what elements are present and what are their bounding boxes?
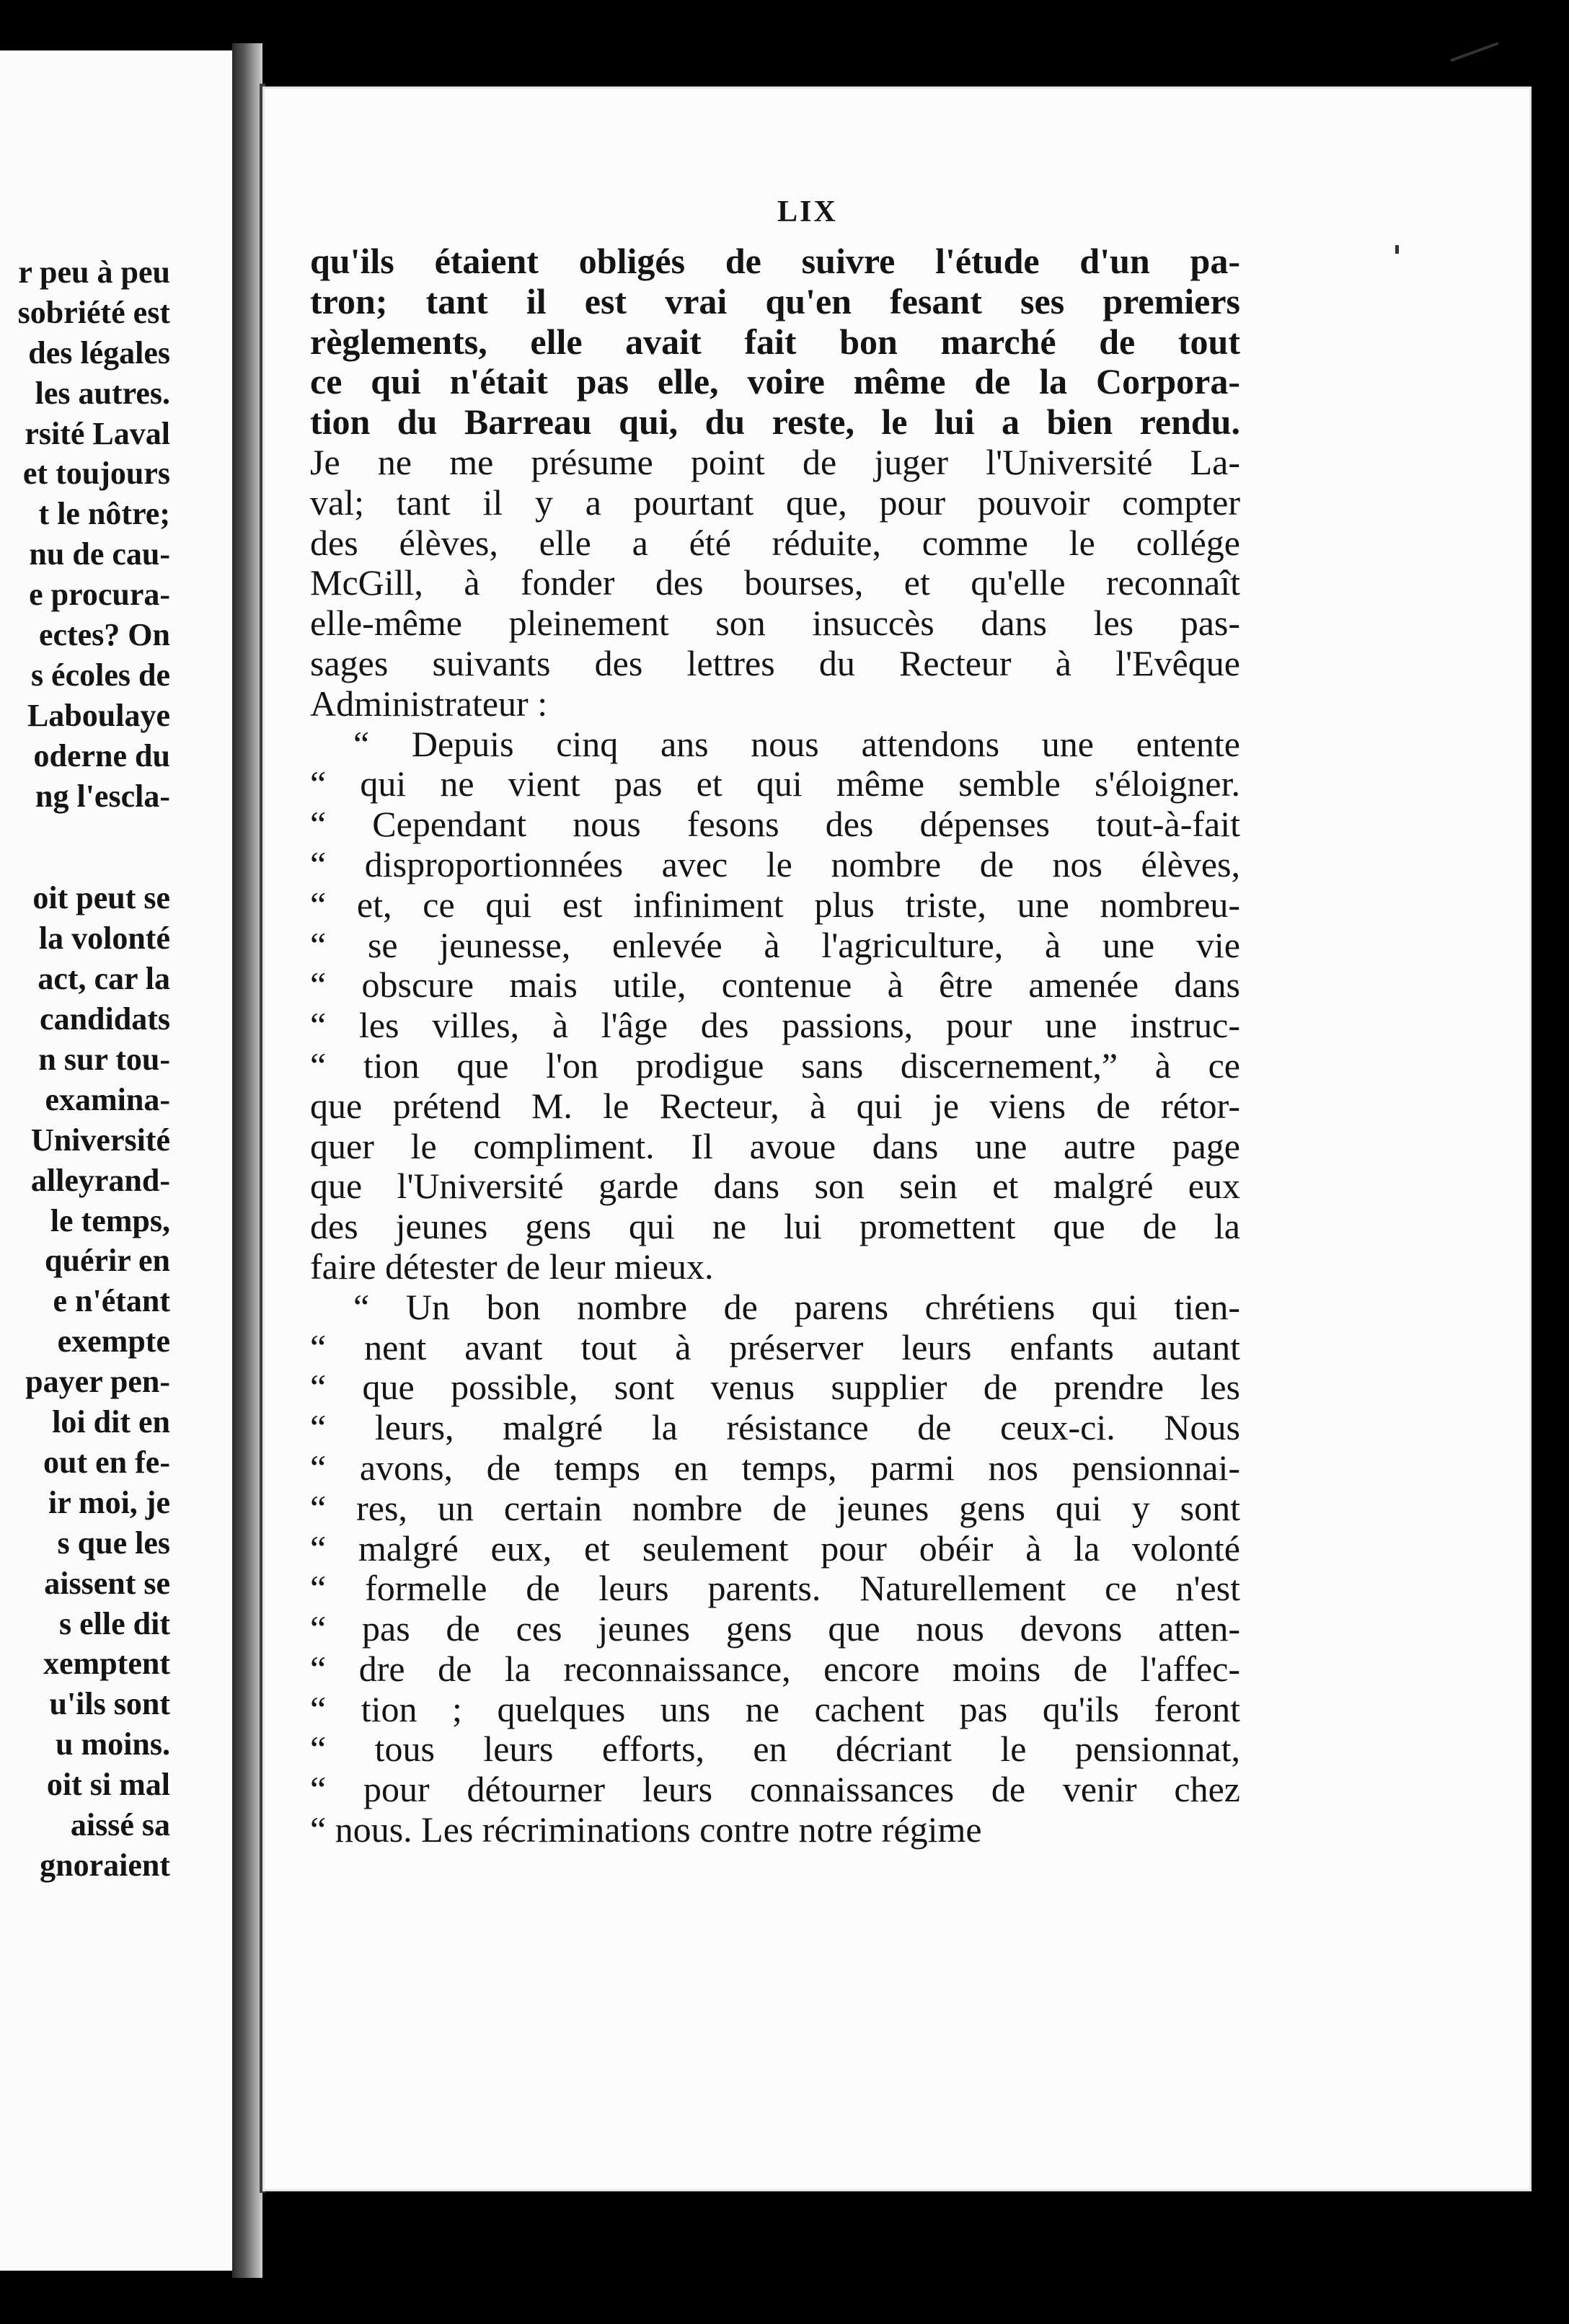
facing-page-line: les autres. — [35, 375, 170, 411]
facing-page-line: rsité Laval — [25, 415, 170, 451]
body-line: des jeunes gens qui ne lui promettent que de la — [310, 1206, 1240, 1247]
facing-page-line: gnoraient — [40, 1847, 170, 1883]
facing-page-text — [0, 252, 170, 1886]
facing-page-line: act, car la — [37, 961, 170, 997]
facing-page-line: candidats — [40, 1001, 170, 1037]
facing-page-line: u moins. — [56, 1726, 170, 1762]
facing-page-line: examina- — [45, 1081, 170, 1117]
body-line: “ qui ne vient pas et qui même semble s'éloigner. — [310, 763, 1240, 804]
facing-page-line: oderne du — [33, 737, 170, 773]
body-line: “ formelle de leurs parents. Naturellement ce n'est — [310, 1568, 1240, 1609]
body-line: “ pour détourner leurs connaissances de venir chez — [310, 1769, 1240, 1810]
body-line: “ Depuis cinq ans nous attendons une entente — [353, 723, 1240, 764]
body-line: “ res, un certain nombre de jeunes gens qui y sont — [310, 1487, 1240, 1528]
facing-page-line: e procura- — [29, 577, 170, 613]
body-line: que l'Université garde dans son sein et malgré eux — [310, 1166, 1240, 1207]
body-line: “ se jeunesse, enlevée à l'agriculture, à une vie — [310, 924, 1240, 965]
facing-page-line: aissé sa — [70, 1806, 170, 1842]
body-line: “ et, ce qui est infiniment plus triste, une nombreu- — [310, 884, 1240, 925]
body-line: règlements, elle avait fait bon marché de tout — [310, 321, 1240, 362]
body-line: des élèves, elle a été réduite, comme le collége — [310, 522, 1240, 563]
body-line: que prétend M. le Recteur, à qui je viens de rétor- — [310, 1085, 1240, 1126]
body-line: “ tion ; quelques uns ne cachent pas qu'ils feront — [310, 1688, 1240, 1729]
body-line: quer le compliment. Il avoue dans une autre page — [310, 1125, 1240, 1166]
facing-page-line: xemptent — [43, 1646, 170, 1682]
facing-page-line: u'ils sont — [49, 1686, 170, 1722]
body-line: val; tant il y a pourtant que, pour pouvoir compter — [310, 482, 1240, 523]
scan-mark — [1450, 42, 1498, 62]
facing-page-line: s que les — [57, 1525, 170, 1561]
facing-page-line: ectes? On — [38, 617, 170, 653]
facing-page-line: t le nôtre; — [38, 496, 170, 532]
body-line: Je ne me présume point de juger l'Université La- — [310, 441, 1240, 482]
facing-page-line: e n'étant — [53, 1283, 170, 1319]
body-line: Administrateur : — [310, 683, 548, 724]
facing-page-line: nu de cau- — [29, 536, 170, 572]
facing-page-line: payer pen- — [25, 1364, 170, 1400]
body-line: ce qui n'était pas elle, voire même de la Corpora- — [310, 361, 1240, 402]
body-text — [310, 241, 1240, 1850]
body-line: tron; tant il est vrai qu'en fesant ses premiers — [310, 280, 1240, 321]
facing-page-line: et toujours — [22, 456, 170, 492]
body-line: “ tous leurs efforts, en décriant le pensionnat, — [310, 1729, 1240, 1770]
facing-page-line: oit peut se — [32, 880, 170, 916]
facing-page-line: le temps, — [50, 1202, 170, 1238]
body-line: McGill, à fonder des bourses, et qu'elle reconnaît — [310, 562, 1240, 603]
body-line: “ malgré eux, et seulement pour obéir à la volonté — [310, 1527, 1240, 1569]
body-line: “ avons, de temps en temps, parmi nos pensionnai- — [310, 1447, 1240, 1488]
body-line: “ obscure mais utile, contenue à être amenée dans — [310, 964, 1240, 1006]
body-line: “ Cependant nous fesons des dépenses tout-à-fait — [310, 804, 1240, 845]
facing-page-line: r peu à peu — [18, 254, 170, 290]
facing-page-line: Laboulaye — [27, 697, 170, 733]
facing-page-line: s elle dit — [59, 1605, 170, 1641]
page-number: LIX — [777, 195, 838, 229]
body-line: tion du Barreau qui, du reste, le lui a bien rendu. — [310, 402, 1240, 443]
body-line: “ pas de ces jeunes gens que nous devons atten- — [310, 1608, 1240, 1649]
facing-page-line: aissent se — [44, 1565, 170, 1601]
body-line: “ les villes, à l'âge des passions, pour une instruc- — [310, 1005, 1240, 1046]
facing-page-line: out en fe- — [43, 1444, 170, 1480]
body-line: faire détester de leur mieux. — [310, 1246, 714, 1287]
facing-page-line: ir moi, je — [48, 1484, 170, 1520]
body-line: “ tion que l'on prodigue sans discernement,” à ce — [310, 1045, 1240, 1086]
body-line: elle-même pleinement son insuccès dans les pas- — [310, 603, 1240, 644]
facing-page-line: la volonté — [38, 921, 170, 957]
body-line: “ nous. Les récriminations contre notre régime — [310, 1809, 982, 1850]
facing-page-line: des légales — [28, 334, 170, 371]
body-line: “ disproportionnées avec le nombre de nos élèves, — [310, 843, 1240, 884]
facing-page-line: Université — [30, 1122, 170, 1158]
facing-page-line: exempte — [57, 1323, 170, 1360]
facing-page-line: alleyrand- — [30, 1162, 170, 1198]
facing-page-line: ng l'escla- — [35, 778, 170, 814]
gutter-shadow — [232, 43, 262, 2278]
facing-page-line: loi dit en — [52, 1404, 170, 1440]
body-line: “ Un bon nombre de parens chrétiens qui tien- — [353, 1286, 1240, 1327]
facing-page-fragment — [0, 50, 232, 2271]
scan-mark — [1395, 245, 1399, 254]
body-line: “ que possible, sont venus supplier de prendre les — [310, 1367, 1240, 1408]
facing-page-line: n sur tou- — [38, 1042, 170, 1078]
body-line: “ dre de la reconnaissance, encore moins de l'affec- — [310, 1648, 1240, 1689]
facing-page-line: s écoles de — [30, 657, 170, 693]
facing-page-line: quérir en — [45, 1243, 170, 1279]
facing-page-line: oit si mal — [46, 1767, 170, 1803]
body-line: sages suivants des lettres du Recteur à l'Evêque — [310, 642, 1240, 683]
body-line: qu'ils étaient obligés de suivre l'étude d'un pa- — [310, 241, 1240, 281]
body-line: “ leurs, malgré la résistance de ceux-ci. Nous — [310, 1407, 1240, 1448]
facing-page-gap — [0, 816, 170, 878]
body-line: “ nent avant tout à préserver leurs enfants autant — [310, 1326, 1240, 1367]
facing-page-line: sobriété est — [17, 294, 170, 330]
